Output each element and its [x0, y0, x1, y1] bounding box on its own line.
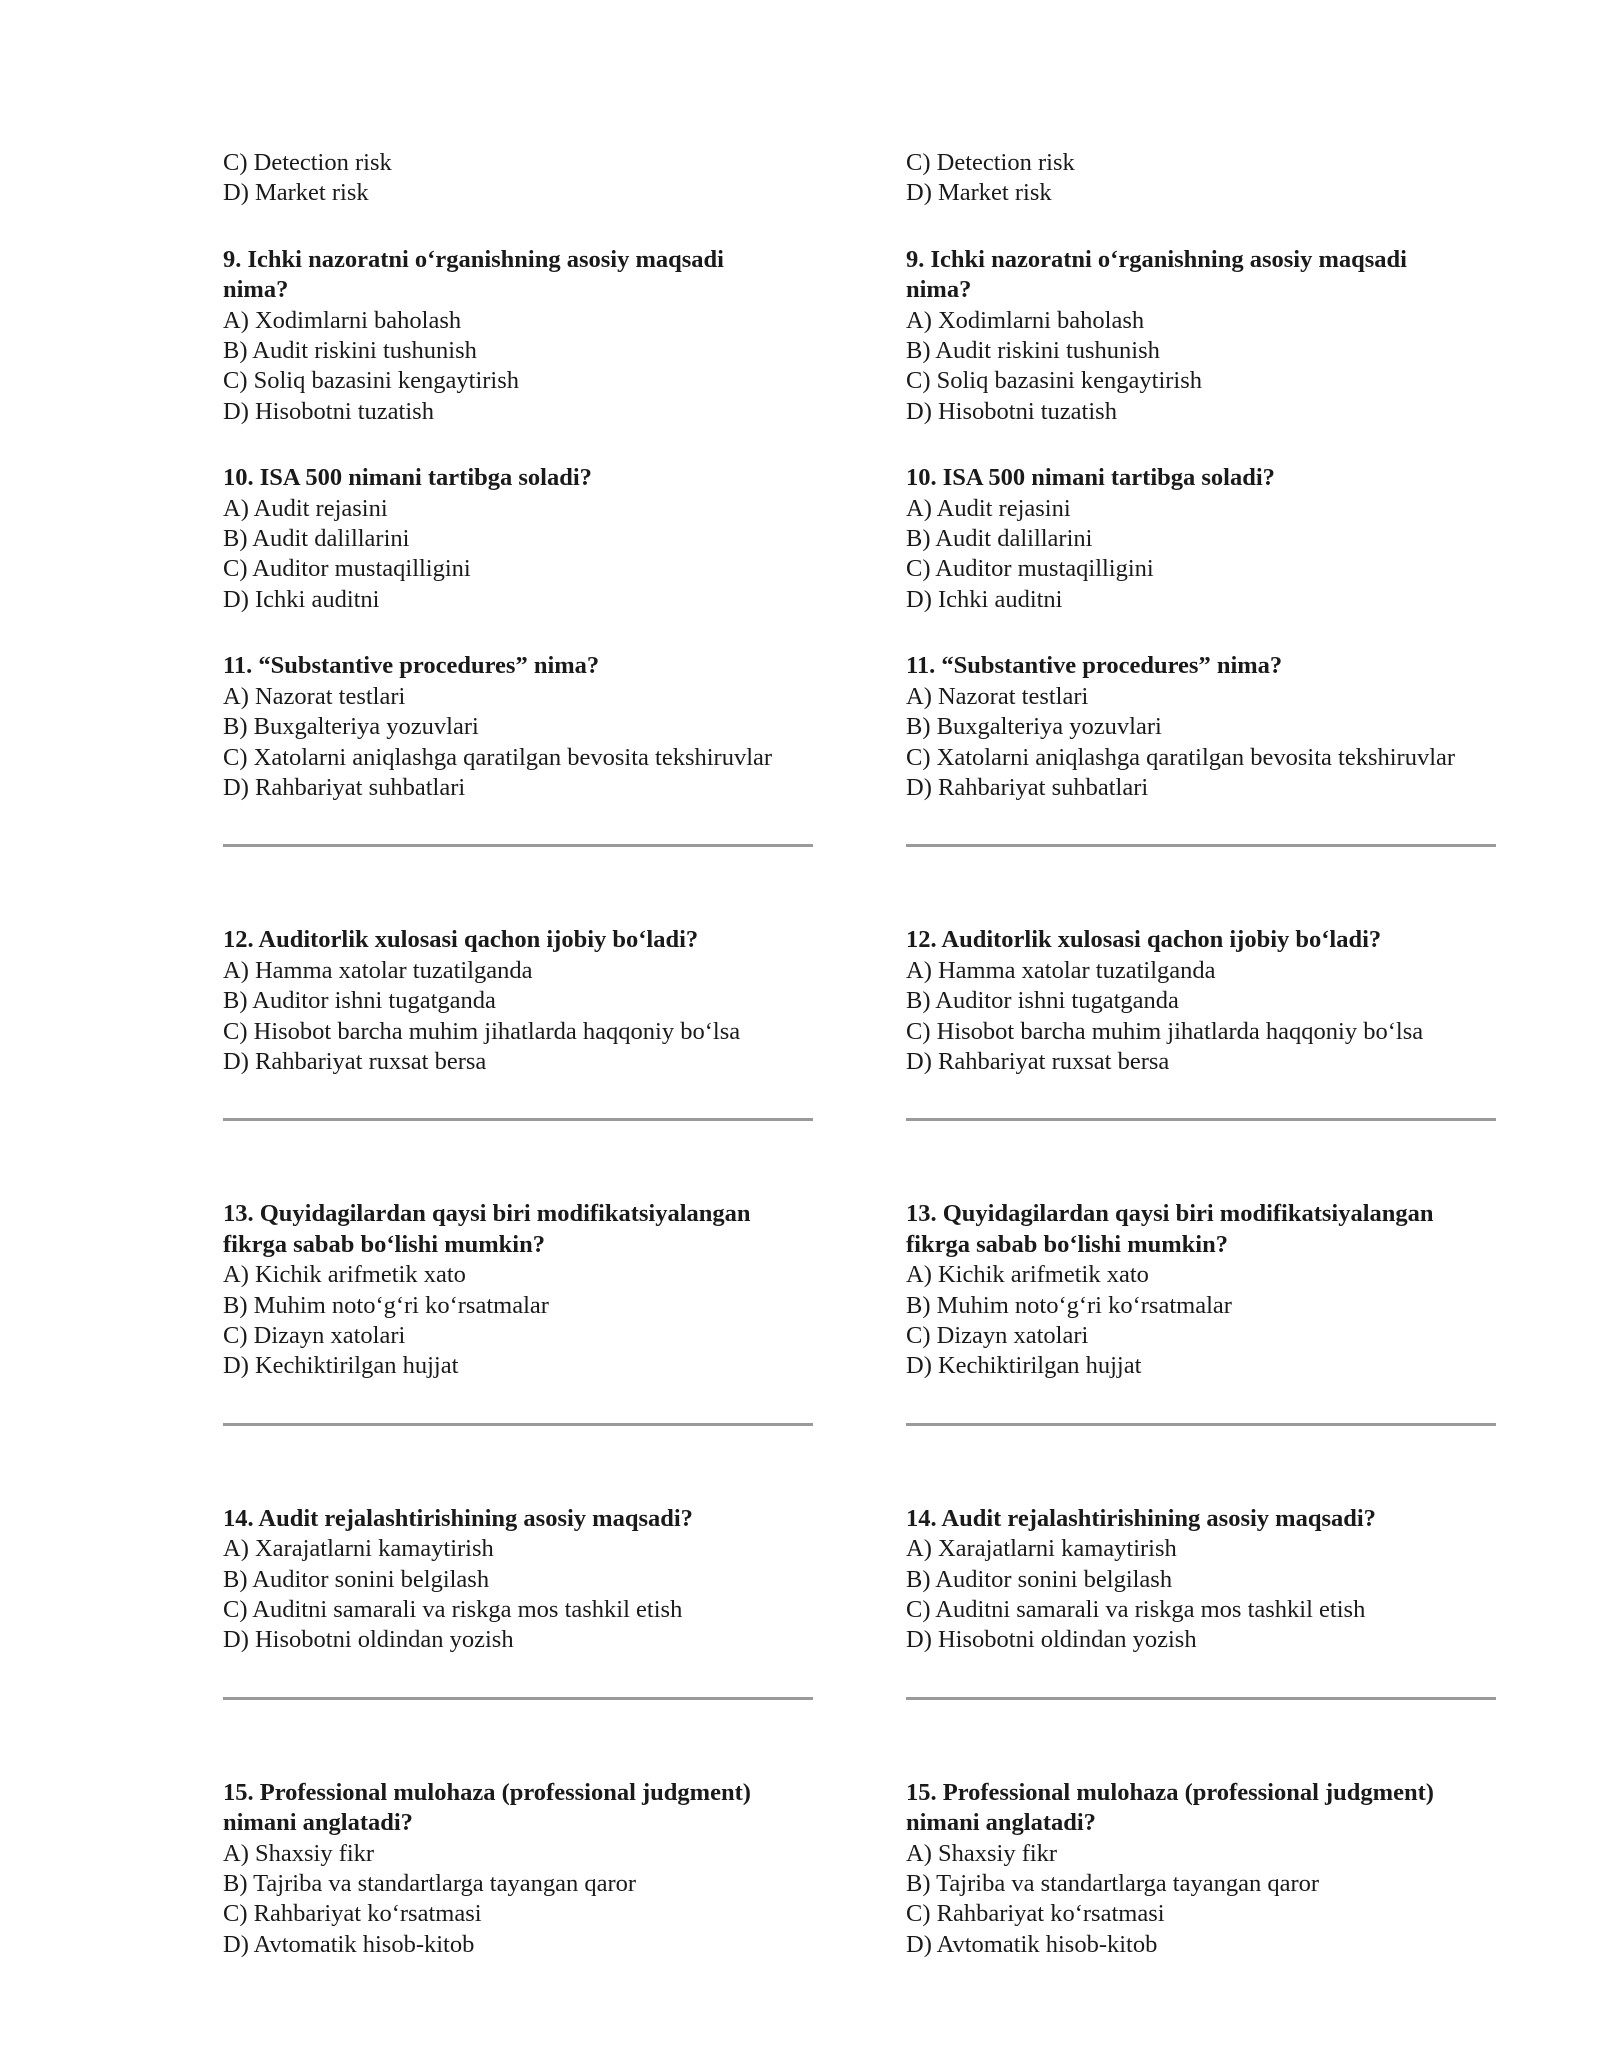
question-block [906, 651, 1496, 803]
question-title: 10. ISA 500 nimani tartibga soladi? [906, 464, 1275, 492]
separator-rule [906, 844, 1496, 847]
question-title: 9. Ichki nazoratni o‘rganishning asosiy maqsadi [223, 245, 724, 273]
option-line: C) Soliq bazasini kengaytirish [906, 367, 1202, 395]
question-title: 13. Quyidagilardan qaysi biri modifikatsiyalangan [223, 1200, 751, 1228]
question-block [223, 651, 813, 803]
spacer [223, 209, 813, 245]
option-line: B) Audit riskini tushunish [223, 337, 477, 365]
question-title: 14. Audit rejalashtirishining asosiy maqsadi? [223, 1504, 693, 1532]
separator-rule [223, 844, 813, 847]
option-line: B) Audit dalillarini [223, 525, 410, 553]
option-line: C) Auditor mustaqilligini [906, 555, 1154, 583]
spacer [906, 427, 1496, 463]
option-line: D) Kechiktirilgan hujjat [223, 1352, 459, 1380]
option-line: C) Dizayn xatolari [906, 1321, 1089, 1349]
option-line: B) Muhim noto‘g‘ri ko‘rsatmalar [906, 1291, 1232, 1319]
question-title: 9. Ichki nazoratni o‘rganishning asosiy maqsadi [906, 245, 1407, 273]
spacer [906, 209, 1496, 245]
option-line: A) Audit rejasini [906, 494, 1071, 522]
question-title: nima? [906, 276, 972, 304]
separator-rule [223, 1118, 813, 1121]
question-title: 11. “Substantive procedures” nima? [223, 652, 600, 680]
question-title: nimani anglatadi? [906, 1809, 1096, 1837]
separator-rule [906, 1423, 1496, 1426]
question-title: 13. Quyidagilardan qaysi biri modifikatsiyalangan [906, 1200, 1434, 1228]
question-title: 14. Audit rejalashtirishining asosiy maqsadi? [906, 1504, 1376, 1532]
question-block [906, 1504, 1496, 1656]
option-line: A) Shaxsiy fikr [223, 1839, 375, 1867]
option-line: D) Hisobotni oldindan yozish [906, 1626, 1197, 1654]
option-line: A) Audit rejasini [223, 494, 388, 522]
left-column [223, 148, 813, 1960]
question-block [906, 1778, 1496, 1960]
option-line: A) Kichik arifmetik xato [906, 1261, 1149, 1289]
option-line: A) Hamma xatolar tuzatilganda [906, 956, 1216, 984]
question-title: nima? [223, 276, 289, 304]
question-title: fikrga sabab bo‘lishi mumkin? [906, 1230, 1228, 1258]
option-line: D) Avtomatik hisob-kitob [906, 1930, 1158, 1958]
option-line: C) Rahbariyat ko‘rsatmasi [906, 1900, 1165, 1928]
question-title: 11. “Substantive procedures” nima? [906, 652, 1283, 680]
question-block [223, 463, 813, 615]
question-block [906, 463, 1496, 615]
option-line: D) Ichki auditni [223, 585, 380, 613]
question-title: 12. Auditorlik xulosasi qachon ijobiy bo‘ladi? [223, 926, 699, 954]
question-block [223, 245, 813, 427]
option-line: B) Auditor ishni tugatganda [223, 987, 496, 1015]
option-line: C) Detection risk [223, 149, 392, 176]
answer-fragment [223, 148, 813, 209]
option-line: C) Hisobot barcha muhim jihatlarda haqqoniy bo‘lsa [906, 1017, 1424, 1045]
question-block [223, 925, 813, 1077]
option-line: A) Xodimlarni baholash [906, 306, 1145, 334]
option-line: C) Xatolarni aniqlashga qaratilgan bevosita tekshiruvlar [906, 743, 1456, 771]
option-line: D) Market risk [906, 179, 1052, 207]
option-line: D) Ichki auditni [906, 585, 1063, 613]
answer-fragment [906, 148, 1496, 209]
option-line: B) Muhim noto‘g‘ri ko‘rsatmalar [223, 1291, 549, 1319]
question-block [906, 1199, 1496, 1381]
option-line: A) Kichik arifmetik xato [223, 1261, 466, 1289]
option-line: D) Hisobotni tuzatish [223, 397, 434, 425]
option-line: D) Hisobotni tuzatish [906, 397, 1117, 425]
option-line: C) Detection risk [906, 149, 1075, 176]
option-line: D) Hisobotni oldindan yozish [223, 1626, 514, 1654]
option-line: C) Soliq bazasini kengaytirish [223, 367, 519, 395]
option-line: D) Kechiktirilgan hujjat [906, 1352, 1142, 1380]
option-line: C) Dizayn xatolari [223, 1321, 406, 1349]
question-title: 15. Professional mulohaza (professional judgment) [906, 1778, 1434, 1806]
option-line: D) Rahbariyat suhbatlari [223, 773, 466, 801]
option-line: C) Auditni samarali va riskga mos tashkil etish [906, 1596, 1366, 1623]
option-line: B) Audit riskini tushunish [906, 337, 1160, 365]
option-line: B) Tajriba va standartlarga tayangan qaror [223, 1870, 637, 1898]
option-line: D) Market risk [223, 179, 369, 207]
spacer [906, 615, 1496, 651]
question-block [906, 245, 1496, 427]
question-block [223, 1504, 813, 1656]
separator-rule [223, 1697, 813, 1700]
option-line: D) Rahbariyat ruxsat bersa [906, 1047, 1170, 1075]
option-line: D) Rahbariyat suhbatlari [906, 773, 1149, 801]
option-line: B) Tajriba va standartlarga tayangan qaror [906, 1870, 1320, 1898]
spacer [223, 615, 813, 651]
option-line: C) Rahbariyat ko‘rsatmasi [223, 1900, 482, 1928]
option-line: A) Xarajatlarni kamaytirish [906, 1535, 1177, 1563]
option-line: C) Auditor mustaqilligini [223, 555, 471, 583]
option-line: A) Nazorat testlari [906, 682, 1089, 710]
option-line: B) Buxgalteriya yozuvlari [223, 713, 479, 741]
separator-rule [223, 1423, 813, 1426]
option-line: B) Auditor sonini belgilash [906, 1565, 1173, 1593]
question-title: fikrga sabab bo‘lishi mumkin? [223, 1230, 545, 1258]
option-line: B) Buxgalteriya yozuvlari [906, 713, 1162, 741]
question-title: 15. Professional mulohaza (professional judgment) [223, 1778, 751, 1806]
option-line: A) Shaxsiy fikr [906, 1839, 1058, 1867]
question-title: 12. Auditorlik xulosasi qachon ijobiy bo‘ladi? [906, 926, 1382, 954]
option-line: B) Audit dalillarini [906, 525, 1093, 553]
option-line: C) Auditni samarali va riskga mos tashkil etish [223, 1596, 683, 1623]
question-title: nimani anglatadi? [223, 1809, 413, 1837]
right-column [906, 148, 1496, 1960]
option-line: A) Xodimlarni baholash [223, 306, 462, 334]
option-line: A) Hamma xatolar tuzatilganda [223, 956, 533, 984]
option-line: B) Auditor ishni tugatganda [906, 987, 1179, 1015]
separator-rule [906, 1118, 1496, 1121]
option-line: A) Xarajatlarni kamaytirish [223, 1535, 494, 1563]
spacer [223, 427, 813, 463]
question-block [906, 925, 1496, 1077]
question-block [223, 1778, 813, 1960]
separator-rule [906, 1697, 1496, 1700]
option-line: C) Xatolarni aniqlashga qaratilgan bevosita tekshiruvlar [223, 743, 773, 771]
option-line: C) Hisobot barcha muhim jihatlarda haqqoniy bo‘lsa [223, 1017, 741, 1045]
option-line: D) Rahbariyat ruxsat bersa [223, 1047, 487, 1075]
question-block [223, 1199, 813, 1381]
question-title: 10. ISA 500 nimani tartibga soladi? [223, 464, 592, 492]
option-line: A) Nazorat testlari [223, 682, 406, 710]
option-line: B) Auditor sonini belgilash [223, 1565, 490, 1593]
option-line: D) Avtomatik hisob-kitob [223, 1930, 475, 1958]
